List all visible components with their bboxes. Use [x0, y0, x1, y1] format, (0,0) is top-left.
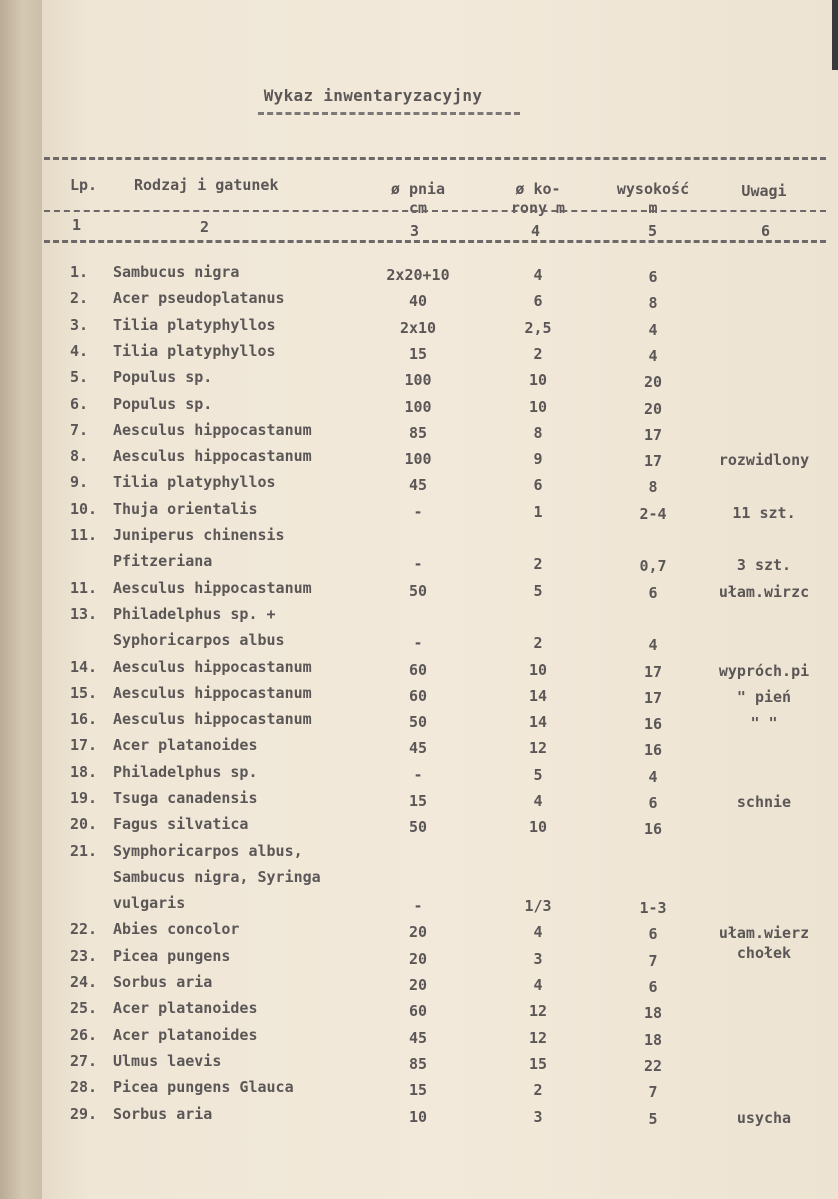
trunk-diameter: -	[413, 766, 423, 784]
row-number: 9.	[70, 473, 89, 491]
trunk-diameter: 2x20+10	[386, 266, 450, 284]
crown-diameter: 12	[528, 739, 548, 757]
row-number: 1.	[70, 263, 89, 281]
species-name: Sorbus aria	[113, 973, 213, 991]
species-name: Tsuga canadensis	[113, 789, 258, 807]
row-number: 5.	[70, 368, 89, 386]
trunk-diameter: 45	[408, 739, 428, 757]
species-name: Acer pseudoplatanus	[113, 289, 285, 307]
trunk-diameter: 45	[408, 476, 428, 494]
row-number: 28.	[70, 1078, 98, 1096]
tree-height: 7	[648, 952, 658, 970]
header-bottom-rule	[44, 240, 826, 243]
tree-height: 8	[648, 294, 658, 312]
binding-edge	[0, 0, 42, 1199]
crown-diameter: 4	[533, 923, 543, 941]
crown-diameter: 4	[533, 266, 543, 284]
remark: 11 szt.	[732, 504, 796, 522]
header-uwagi: Uwagi	[741, 182, 787, 200]
species-name: Populus sp.	[113, 368, 213, 386]
tree-height: 8	[648, 478, 658, 496]
trunk-diameter: 15	[408, 1081, 428, 1099]
header-pnia-line1: ø pnia	[390, 180, 446, 198]
crown-diameter: 10	[528, 398, 548, 416]
remark: " pień	[736, 688, 792, 706]
crown-diameter: 4	[533, 792, 543, 810]
crown-diameter: 10	[528, 818, 548, 836]
remark: ułam.wirzc	[718, 583, 810, 601]
trunk-diameter: 20	[408, 950, 428, 968]
trunk-diameter: 10	[408, 1108, 428, 1126]
table-top-rule	[44, 157, 826, 160]
species-name: Philadelphus sp. +	[113, 605, 276, 623]
header-wysokosc-line2: m	[648, 199, 658, 217]
header-korony-line2: rony m	[510, 199, 566, 217]
trunk-diameter: -	[413, 897, 423, 915]
row-number: 6.	[70, 395, 89, 413]
trunk-diameter: 20	[408, 976, 428, 994]
tree-height: 6	[648, 925, 658, 943]
tree-height: 16	[643, 820, 663, 838]
species-name: Sambucus nigra	[113, 263, 240, 281]
tree-height: 5	[648, 1110, 658, 1128]
row-number: 10.	[70, 500, 98, 518]
crown-diameter: 10	[528, 371, 548, 389]
header-korony-line1: ø ko-	[515, 180, 561, 198]
species-name: Aesculus hippocastanum	[113, 447, 312, 465]
remark: chołek	[736, 944, 792, 962]
trunk-diameter: 100	[404, 398, 432, 416]
row-number: 22.	[70, 920, 98, 938]
tree-height: 1-3	[639, 899, 667, 917]
column-number: 4	[531, 222, 541, 240]
title-underline	[258, 112, 520, 115]
trunk-diameter: 100	[404, 450, 432, 468]
tree-height: 16	[643, 741, 663, 759]
row-number: 3.	[70, 316, 89, 334]
tree-height: 2-4	[639, 505, 667, 523]
remark: usycha	[736, 1109, 792, 1127]
species-name: Tilia platyphyllos	[113, 342, 276, 360]
trunk-diameter: 45	[408, 1029, 428, 1047]
document-title: Wykaz inwentaryzacyjny	[263, 86, 483, 105]
row-number: 11.	[70, 579, 98, 597]
remark: 3 szt.	[736, 556, 792, 574]
trunk-diameter: 15	[408, 345, 428, 363]
tree-height: 4	[648, 768, 658, 786]
crown-diameter: 3	[533, 950, 543, 968]
crown-diameter: 15	[528, 1055, 548, 1073]
crown-diameter: 2	[533, 345, 543, 363]
trunk-diameter: 60	[408, 1002, 428, 1020]
remark: " "	[750, 714, 778, 732]
trunk-diameter: -	[413, 503, 423, 521]
row-number: 26.	[70, 1026, 98, 1044]
column-number: 6	[761, 222, 771, 240]
crown-diameter: 12	[528, 1029, 548, 1047]
tree-height: 17	[643, 426, 663, 444]
trunk-diameter: 60	[408, 687, 428, 705]
species-name: Tilia platyphyllos	[113, 473, 276, 491]
row-number: 27.	[70, 1052, 98, 1070]
tree-height: 7	[648, 1083, 658, 1101]
crown-diameter: 2	[533, 555, 543, 573]
species-name: Populus sp.	[113, 395, 213, 413]
tree-height: 18	[643, 1004, 663, 1022]
column-number: 3	[410, 222, 420, 240]
crown-diameter: 5	[533, 582, 543, 600]
row-number: 13.	[70, 605, 98, 623]
remark: schnie	[736, 793, 792, 811]
tree-height: 6	[648, 978, 658, 996]
species-name: vulgaris	[113, 894, 186, 912]
row-number: 19.	[70, 789, 98, 807]
species-name: Picea pungens Glauca	[113, 1078, 294, 1096]
crown-diameter: 3	[533, 1108, 543, 1126]
crown-diameter: 1/3	[524, 897, 552, 915]
tree-height: 4	[648, 347, 658, 365]
row-number: 8.	[70, 447, 89, 465]
species-name: Sorbus aria	[113, 1105, 213, 1123]
tree-height: 6	[648, 268, 658, 286]
crown-diameter: 4	[533, 976, 543, 994]
trunk-diameter: 50	[408, 713, 428, 731]
row-number: 16.	[70, 710, 98, 728]
tree-height: 16	[643, 715, 663, 733]
species-name: Aesculus hippocastanum	[113, 710, 312, 728]
trunk-diameter: -	[413, 555, 423, 573]
species-name: Tilia platyphyllos	[113, 316, 276, 334]
trunk-diameter: 100	[404, 371, 432, 389]
row-number: 29.	[70, 1105, 98, 1123]
row-number: 21.	[70, 842, 98, 860]
tree-height: 17	[643, 689, 663, 707]
trunk-diameter: 50	[408, 818, 428, 836]
crown-diameter: 6	[533, 476, 543, 494]
tree-height: 20	[643, 373, 663, 391]
species-name: Philadelphus sp.	[113, 763, 258, 781]
remark: ułam.wierz	[718, 924, 810, 942]
crown-diameter: 2	[533, 1081, 543, 1099]
tree-height: 6	[648, 584, 658, 602]
trunk-diameter: 15	[408, 792, 428, 810]
crown-diameter: 9	[533, 450, 543, 468]
species-name: Juniperus chinensis	[113, 526, 285, 544]
row-number: 7.	[70, 421, 89, 439]
trunk-diameter: 85	[408, 1055, 428, 1073]
species-name: Syphoricarpos albus	[113, 631, 285, 649]
tree-height: 17	[643, 663, 663, 681]
trunk-diameter: 20	[408, 923, 428, 941]
species-name: Ulmus laevis	[113, 1052, 222, 1070]
scan-edge	[832, 0, 838, 70]
column-number: 2	[200, 218, 210, 236]
species-name: Fagus silvatica	[113, 815, 249, 833]
header-wysokosc-line1: wysokość	[616, 180, 690, 198]
row-number: 2.	[70, 289, 89, 307]
tree-height: 18	[643, 1031, 663, 1049]
crown-diameter: 2	[533, 634, 543, 652]
crown-diameter: 5	[533, 766, 543, 784]
trunk-diameter: 60	[408, 661, 428, 679]
header-lp: Lp.	[70, 176, 98, 194]
species-name: Aesculus hippocastanum	[113, 579, 312, 597]
crown-diameter: 14	[528, 687, 548, 705]
crown-diameter: 12	[528, 1002, 548, 1020]
row-number: 23.	[70, 947, 98, 965]
row-number: 18.	[70, 763, 98, 781]
species-name: Aesculus hippocastanum	[113, 658, 312, 676]
tree-height: 6	[648, 794, 658, 812]
species-name: Thuja orientalis	[113, 500, 258, 518]
header-mid-rule	[44, 210, 826, 212]
trunk-diameter: 40	[408, 292, 428, 310]
species-name: Acer platanoides	[113, 999, 258, 1017]
crown-diameter: 1	[533, 503, 543, 521]
column-number: 5	[648, 222, 658, 240]
species-name: Sambucus nigra, Syringa	[113, 868, 321, 886]
header-name: Rodzaj i gatunek	[134, 176, 279, 194]
trunk-diameter: -	[413, 634, 423, 652]
remark: rozwidlony	[718, 451, 810, 469]
row-number: 4.	[70, 342, 89, 360]
tree-height: 20	[643, 400, 663, 418]
crown-diameter: 8	[533, 424, 543, 442]
row-number: 14.	[70, 658, 98, 676]
row-number: 17.	[70, 736, 98, 754]
row-number: 20.	[70, 815, 98, 833]
crown-diameter: 10	[528, 661, 548, 679]
species-name: Abies concolor	[113, 920, 240, 938]
row-number: 25.	[70, 999, 98, 1017]
tree-height: 0,7	[639, 557, 667, 575]
row-number: 11.	[70, 526, 98, 544]
remark: wypróch.pi	[718, 662, 810, 680]
crown-diameter: 6	[533, 292, 543, 310]
tree-height: 17	[643, 452, 663, 470]
row-number: 24.	[70, 973, 98, 991]
header-pnia-line2: cm	[408, 199, 428, 217]
crown-diameter: 14	[528, 713, 548, 731]
trunk-diameter: 85	[408, 424, 428, 442]
species-name: Pfitzeriana	[113, 552, 213, 570]
trunk-diameter: 2x10	[399, 319, 437, 337]
trunk-diameter: 50	[408, 582, 428, 600]
tree-height: 22	[643, 1057, 663, 1075]
species-name: Acer platanoides	[113, 736, 258, 754]
tree-height: 4	[648, 321, 658, 339]
column-number: 1	[72, 216, 82, 234]
species-name: Symphoricarpos albus,	[113, 842, 303, 860]
species-name: Acer platanoides	[113, 1026, 258, 1044]
species-name: Picea pungens	[113, 947, 231, 965]
species-name: Aesculus hippocastanum	[113, 421, 312, 439]
species-name: Aesculus hippocastanum	[113, 684, 312, 702]
row-number: 15.	[70, 684, 98, 702]
tree-height: 4	[648, 636, 658, 654]
crown-diameter: 2,5	[524, 319, 552, 337]
